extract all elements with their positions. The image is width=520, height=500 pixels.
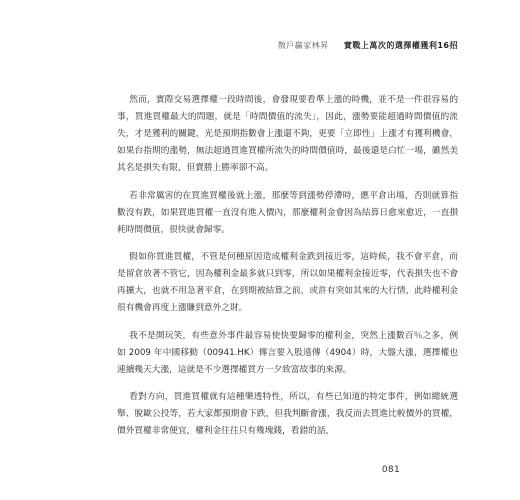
paragraph: 然而，實際交易選擇權一段時間後，會發現要看準上漲的時機，並不是一件很容易的事，買進買權最大的問題，就是「時間價值的流失」，因此，漲勢要能超過時間價值的流失，才是獲利的關鍵，光是預期指數會上漲還不夠，更要「立即性」上漲才有獲利機會，如果台指期的漲勢，無法超過買進買權所流失的時間價值時，最後還是白忙一場，雖然美其名是損失有限，但賣勝上勝率卻不高。: [117, 95, 458, 173]
header-author: 散戶贏家林昇: [277, 41, 329, 50]
page-number: 081: [381, 465, 400, 475]
paragraph: 假如你買進買權，不管是何種原因造成權利金跌到接近零，這時候，我不會平倉，而是留倉放著不管它，因為權利金最多就只到零，所以如果權利金接近零，代表損失也不會再擴大，也就不用急著平倉，在到期被結算之前，或許有突如其來的大行情，此時權利金很有機會再度上漲賺到意外之財。: [117, 252, 458, 313]
body-text: [117, 92, 458, 451]
paragraph: 我不是開玩笑，有些意外事件最容易使快要歸零的權利金，突然上漲數百％之多，例如 2009 年中國移動（00941.HK）傳言要入股遠傳（4904）時，大盤大漲，選擇權也連續幾天大漲，這就是不少選擇權買方一夕致富故事的來源。: [117, 330, 458, 375]
paragraph: 看對方向，買進買權就有這種樂透特性，所以，有些已知道的特定事件，例如總統選舉、脫歐公投等，若大家都預期會下跌，但我判斷會漲，我反而去買進比較價外的買權，價外買權非常便宜，權利金往往只有幾塊錢，看錯的話，: [117, 392, 458, 436]
header-book-title: 實戰上萬次的選擇權獲利16招: [343, 41, 458, 50]
running-header: [278, 40, 458, 51]
paragraph: 若非常厲害的在買進買權後就上漲，那麼等到漲勢停滯時，應平倉出場，否則就算指數沒有跌，如果買進買權一直沒有進入價內，那麼權利金會因為結算日愈來愈近，一直損耗時間價值，很快就會歸零。: [117, 190, 458, 235]
